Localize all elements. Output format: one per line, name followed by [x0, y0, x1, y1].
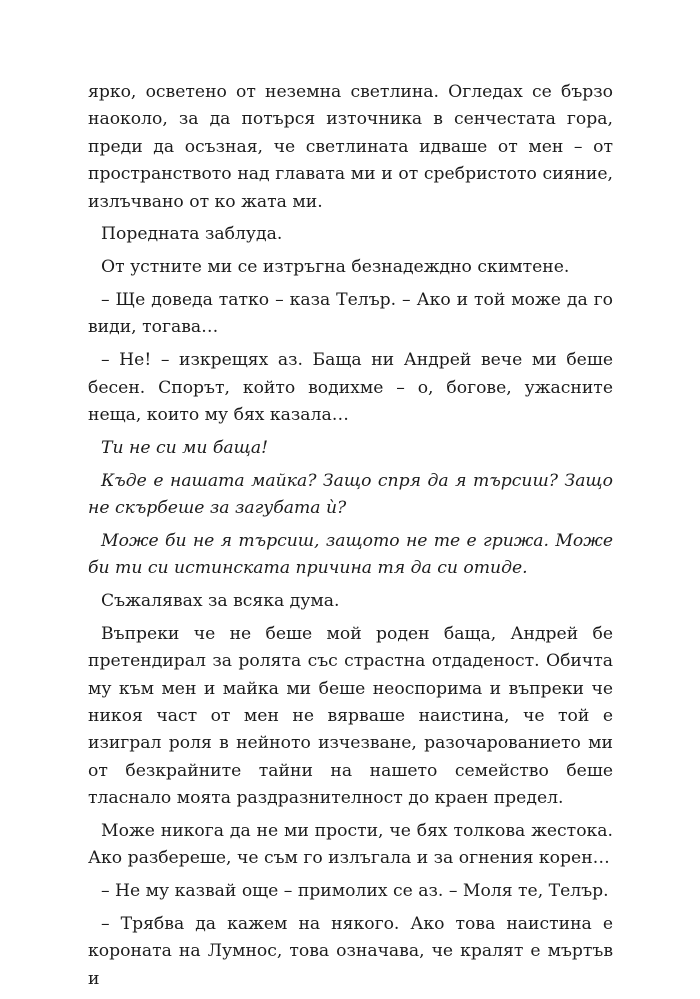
paragraph-12: – Не му казвай още – примолих се аз. – Моля те, Телър. — [101, 881, 609, 902]
paragraph-6-italic: Ти не си ми баща! — [101, 437, 268, 458]
paragraph-10: Въпреки че не беше мой роден баща, Андрей бе претендирал за ролята със страстна отдаденост. Обичта му към мен и майка ми беше неоспорима и въпреки че никоя част от мен не вярваше наистина, че той е изиграл роля в нейното изчезване, разочарованието ми от безкрайните тайни на нашето семейство беше тласнало моята раздразнителност до краен предел. — [88, 623, 613, 809]
paragraph-9: Съжалявах за всяка дума. — [101, 591, 340, 612]
paragraph-13: – Трябва да кажем на някого. Ако това наистина е короната на Лумнос, това означава, че кралят е мъртъв и — [88, 914, 613, 989]
paragraph-5: – Не! – изкрещях аз. Баща ни Андрей вече ми беше бесен. Спорът, който водихме – о, богове, ужасните неща, които му бях казала… — [88, 350, 613, 426]
paragraph-3: От устните ми се изтръгна безнадеждно скимтене. — [101, 257, 570, 278]
paragraph-8-italic: Може би не я търсиш, защото не те е грижа. Може би ти си истинската причина тя да си отиде. — [88, 530, 613, 579]
paragraph-7-italic: Къде е нашата майка? Защо спря да я търсиш? Защо не скърбеше за загубата ѝ? — [88, 470, 613, 519]
paragraph-11: Може никога да не ми прости, че бях толкова жестока. Ако разбереше, че съм го излъгала и за огнения корен… — [88, 821, 613, 869]
paragraph-4: – Ще доведа татко – каза Телър. – Ако и той може да го види, тогава… — [88, 290, 613, 338]
paragraph-1: ярко, осветено от неземна светлина. Огледах се бързо наоколо, за да потърся източника в сенчестата гора, преди да осъзная, че светлината идваше от мен – от пространството над главата ми и от сребристото сияние, излъчвано от ко жата ми. — [88, 82, 613, 212]
paragraph-2: Поредната заблуда. — [101, 224, 283, 245]
book-page-text — [88, 79, 613, 999]
